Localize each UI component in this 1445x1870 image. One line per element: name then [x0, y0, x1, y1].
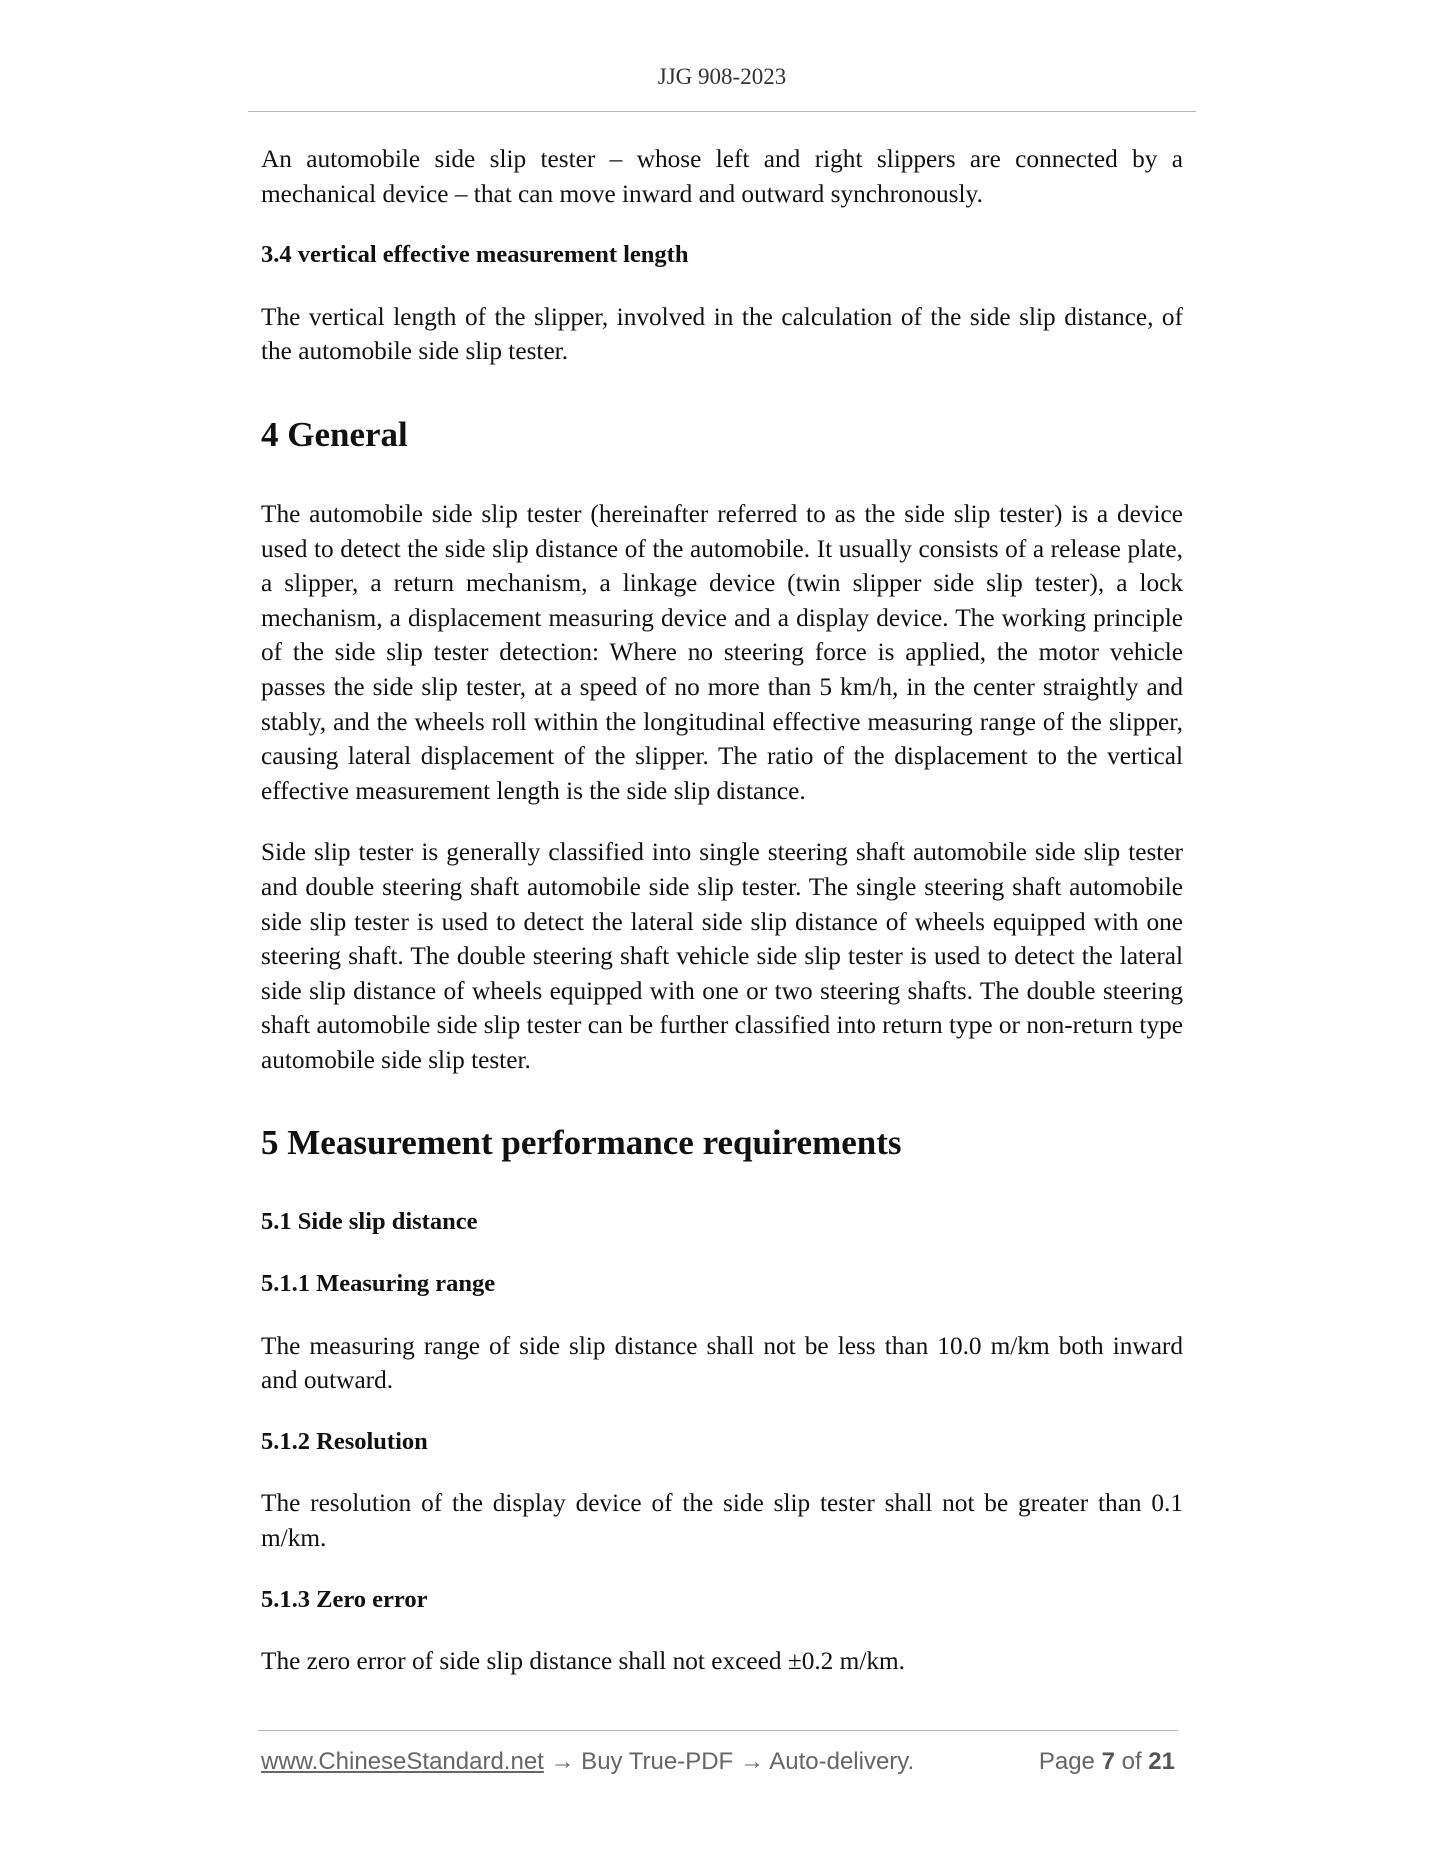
paragraph-general-1: The automobile side slip tester (hereinafter referred to as the side slip tester) is a device used to detect the side slip distance of the automobile. It usually consists of a release plate, a slipper, a return mechanism, a linkage device (twin slipper side slip tester), a lock mechanism, a displacement measuring device and a display device. The working principle of the side slip tester detection: Where no steering force is applied, the motor vehicle passes the side slip tester, at a speed of no more than 5 km/h, in the center straightly and stably, and the wheels roll within the longitudinal effective measuring range of the slipper, causing lateral displacement of the slipper. The ratio of the displacement to the vertical effective measurement length is the side slip distance. — [261, 499, 1183, 805]
website-link[interactable]: www.ChineseStandard.net — [261, 1748, 544, 1775]
paragraph-measuring-range: The measuring range of side slip distance shall not be less than 10.0 m/km both inward and outward. — [261, 1331, 1183, 1395]
page-indicator — [1039, 1748, 1175, 1776]
promo-text: → Buy True-PDF → Auto-delivery. — [543, 1748, 915, 1775]
subheading-3-4: 3.4 vertical effective measurement length — [261, 241, 689, 269]
page-total: 21 — [1148, 1748, 1175, 1775]
paragraph-zero-error: The zero error of side slip distance shall not exceed ±0.2 m/km. — [261, 1647, 905, 1676]
paragraph-general-2: Side slip tester is generally classified into single steering shaft automobile side slip tester and double steering shaft automobile side slip tester. The single steering shaft automobile side slip tester is used to detect the lateral side slip distance of wheels equipped with one steering shaft. The double steering shaft vehicle side slip tester is used to detect the lateral side slip distance of wheels equipped with one or two steering shafts. The double steering shaft automobile side slip tester can be further classified into return type or non-return type automobile side slip tester. — [261, 838, 1183, 1074]
subheading-5-1-3: 5.1.3 Zero error — [261, 1585, 428, 1613]
page-current: 7 — [1101, 1748, 1115, 1775]
of-word: of — [1121, 1748, 1142, 1775]
heading-4-general: 4 General — [261, 414, 408, 454]
subheading-5-1: 5.1 Side slip distance — [261, 1208, 478, 1236]
page-word: Page — [1038, 1748, 1095, 1775]
page-footer — [261, 1748, 1183, 1782]
paragraph-resolution: The resolution of the display device of the side slip tester shall not be greater than 0.1 m/km. — [261, 1489, 1183, 1553]
footer-divider — [258, 1730, 1178, 1731]
page-header: JJG 908-2023 — [657, 64, 787, 89]
paragraph-definition-3-3: An automobile side slip tester – whose left and right slippers are connected by a mechanical device – that can move inward and outward synchronously. — [261, 145, 1183, 208]
subheading-5-1-1: 5.1.1 Measuring range — [261, 1270, 496, 1298]
document-body — [261, 142, 1183, 1706]
header-divider — [248, 111, 1196, 112]
subheading-5-1-2: 5.1.2 Resolution — [261, 1427, 428, 1455]
paragraph-definition-3-4: The vertical length of the slipper, involved in the calculation of the side slip distance, of the automobile side slip tester. — [261, 302, 1183, 366]
heading-5-requirements: 5 Measurement performance requirements — [261, 1123, 902, 1163]
